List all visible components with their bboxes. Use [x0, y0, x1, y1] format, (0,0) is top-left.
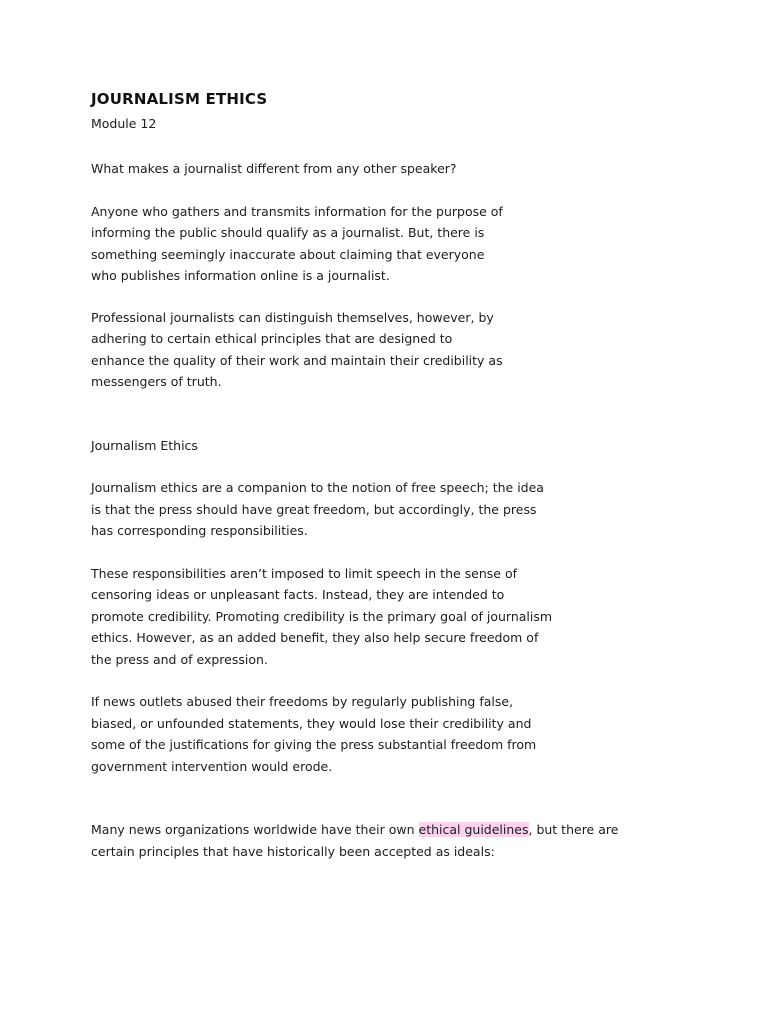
section-paragraph-3 — [91, 691, 651, 777]
section-paragraph-2 — [91, 563, 651, 671]
text-line: Journalism ethics are a companion to the notion of free speech; the idea — [91, 480, 544, 495]
final-paragraph — [91, 819, 651, 862]
text-line: has corresponding responsibilities. — [91, 523, 308, 538]
section-heading: Journalism Ethics — [91, 437, 198, 453]
module-label: Module 12 — [91, 116, 157, 131]
intro-paragraph-2 — [91, 307, 651, 393]
text-line — [91, 819, 651, 841]
section-paragraph-1 — [91, 477, 651, 542]
text-line: the press and of expression. — [91, 651, 268, 667]
text-line: biased, or unfounded statements, they would lose their credibility and — [91, 715, 532, 731]
text-line: Anyone who gathers and transmits information for the purpose of — [91, 203, 503, 219]
text-line: government intervention would erode. — [91, 758, 333, 774]
intro-paragraph-1 — [91, 201, 651, 287]
text-line: Professional journalists can distinguish themselves, however, by — [91, 309, 494, 325]
text-segment: , but there are — [528, 822, 619, 837]
opening-question: What makes a journalist different from any other speaker? — [91, 161, 457, 176]
text-line: enhance the quality of their work and maintain their credibility as — [91, 352, 503, 368]
text-line: certain principles that have historically been accepted as ideals: — [91, 843, 495, 859]
ethical-guidelines-link[interactable]: ethical guidelines — [418, 822, 529, 837]
text-line: some of the justifications for giving the press substantial freedom from — [91, 737, 537, 752]
text-line: These responsibilities aren’t imposed to limit speech in the sense of — [91, 565, 518, 581]
text-segment: Many news organizations worldwide have their own — [91, 822, 419, 837]
text-line: something seemingly inaccurate about claiming that everyone — [91, 246, 485, 262]
text-line: messengers of truth. — [91, 374, 222, 389]
text-line: adhering to certain ethical principles that are designed to — [91, 331, 453, 346]
text-line: informing the public should qualify as a journalist. But, there is — [91, 225, 485, 240]
text-line: If news outlets abused their freedoms by regularly publishing false, — [91, 694, 514, 709]
document-title: JOURNALISM ETHICS — [91, 90, 268, 108]
text-line: is that the press should have great freedom, but accordingly, the press — [91, 501, 537, 517]
text-line: censoring ideas or unpleasant facts. Instead, they are intended to — [91, 587, 505, 602]
text-line: who publishes information online is a journalist. — [91, 268, 390, 283]
document-page — [91, 88, 651, 862]
text-line: ethics. However, as an added benefit, they also help secure freedom of — [91, 630, 539, 645]
text-line: promote credibility. Promoting credibility is the primary goal of journalism — [91, 608, 553, 624]
